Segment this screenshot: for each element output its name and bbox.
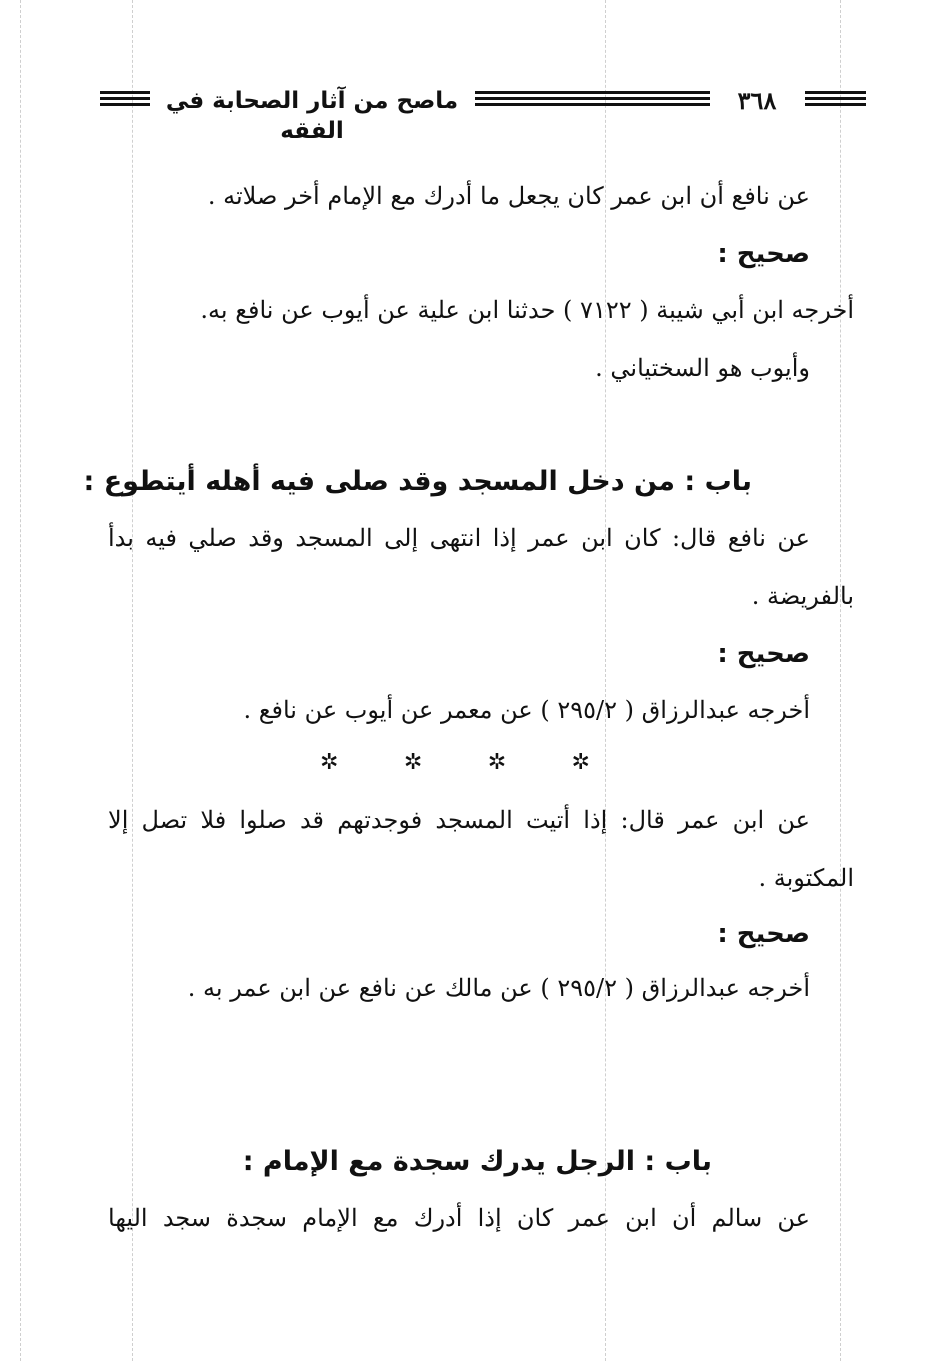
- narration-line: عن نافع قال: كان ابن عمر إذا انتهى إلى المسجد وقد صلي فيه بدأ: [108, 524, 810, 552]
- star-ornament-icon: ✲: [487, 750, 507, 775]
- star-ornament-icon: ✲: [571, 750, 590, 775]
- source-line: أخرجه عبدالرزاق ( ٢٩٥/٢ ) عن معمر عن أيوب عن نافع .: [243, 696, 810, 724]
- scan-guide-line: [132, 0, 133, 1361]
- star-ornament-icon: ✲: [320, 750, 339, 775]
- header-rule-right: [805, 91, 866, 111]
- narration-line-continued: المكتوبة .: [758, 864, 854, 892]
- scan-guide-line: [840, 0, 841, 1361]
- chapter-heading: باب : من دخل المسجد وقد صلى فيه أهله أيتطوع :: [83, 466, 752, 497]
- running-header: [100, 86, 866, 144]
- source-line: أخرجه ابن أبي شيبة ( ٧١٢٢ ) حدثنا ابن علية عن أيوب عن نافع به.: [200, 296, 854, 324]
- section-separator: [320, 748, 590, 778]
- narration-line: عن سالم أن ابن عمر كان إذا أدرك مع الإمام سجدة سجد اليها: [108, 1204, 810, 1232]
- header-rule-middle: [475, 91, 710, 111]
- chapter-heading: باب : الرجل يدرك سجدة مع الإمام :: [242, 1146, 712, 1177]
- star-ornament-icon: ✲: [403, 750, 423, 775]
- header-rule-left: [100, 91, 150, 111]
- page-number: ٣٦٨: [737, 86, 777, 115]
- scan-guide-line: [20, 0, 21, 1361]
- narration-line: عن ابن عمر قال: إذا أتيت المسجد فوجدتهم قد صلوا فلا تصل إلا: [108, 806, 810, 834]
- header-title: ماصح من آثار الصحابة في الفقه: [165, 88, 459, 144]
- source-line: أخرجه عبدالرزاق ( ٢٩٥/٢ ) عن مالك عن نافع عن ابن عمر به .: [187, 974, 810, 1002]
- grade-label: صحيح :: [717, 239, 810, 269]
- narration-line: عن نافع أن ابن عمر كان يجعل ما أدرك مع الإمام أخر صلاته .: [207, 182, 810, 210]
- note-line: وأيوب هو السختياني .: [595, 354, 810, 382]
- grade-label: صحيح :: [717, 919, 810, 949]
- narration-line-continued: بالفريضة .: [751, 582, 854, 610]
- grade-label: صحيح :: [717, 639, 810, 669]
